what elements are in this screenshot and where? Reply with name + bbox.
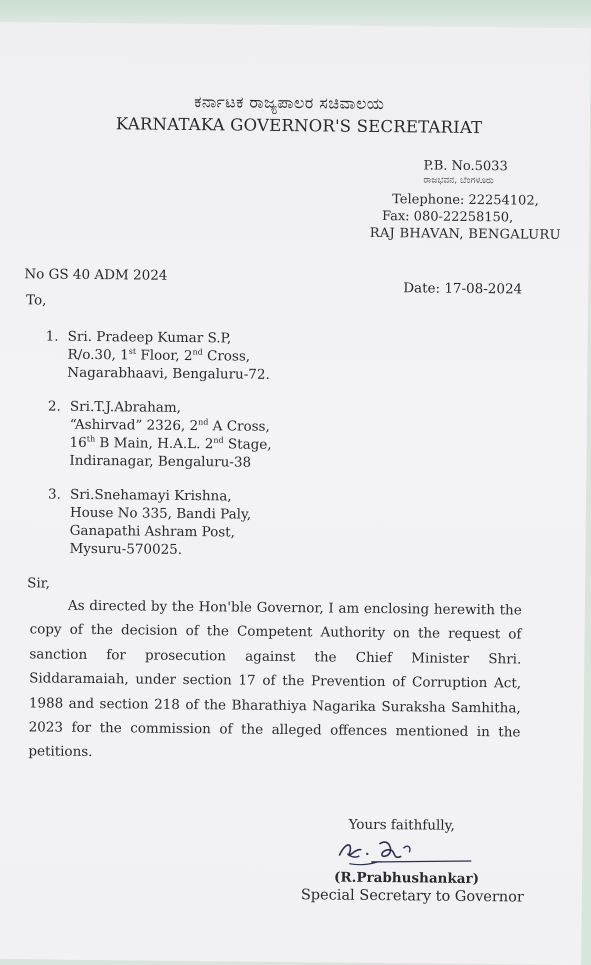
body-word: by bbox=[150, 598, 168, 615]
body-word: Minister bbox=[411, 650, 470, 667]
body-word: herewith bbox=[433, 601, 496, 619]
body-word: on bbox=[393, 625, 410, 642]
body-word: Chief bbox=[355, 649, 393, 666]
body-word: request bbox=[448, 626, 501, 643]
body-word: the bbox=[90, 622, 114, 639]
recipient-2 bbox=[47, 398, 272, 472]
body-word: of bbox=[262, 673, 276, 690]
body-word: Competent bbox=[236, 623, 313, 641]
body-word: Governor, bbox=[256, 599, 324, 617]
body-word: of bbox=[219, 721, 233, 738]
body-word: As bbox=[67, 597, 85, 614]
body-word: 218 bbox=[154, 696, 180, 713]
kannada-title: ಕರ್ನಾಟಕ ರಾಜ್ಯಪಾಲರ ಸಚಿವಾಲಯ bbox=[194, 92, 385, 114]
recipient-1 bbox=[45, 328, 270, 384]
body-word: Hon'ble bbox=[198, 599, 253, 616]
telephone: Telephone: 22254102, bbox=[392, 192, 539, 209]
body-word: am bbox=[338, 600, 360, 617]
pb-kannada: ರಾಜಭವನ, ಬೆಂಗಳೂರು bbox=[423, 175, 494, 187]
body-word: alleged bbox=[271, 721, 322, 739]
recipient-line: Ganapathi Ashram Post, bbox=[69, 522, 236, 541]
body-word: of bbox=[392, 674, 406, 691]
recipient-line: “Ashirvad” 2326, 2nd A Cross, bbox=[69, 416, 270, 435]
closing: Yours faithfully, bbox=[348, 816, 455, 834]
recipient-number: 2. bbox=[47, 398, 61, 415]
fax: Fax: 080-22258150, bbox=[381, 209, 514, 226]
body-word: Corruption bbox=[411, 674, 488, 692]
body-word: mentioned bbox=[395, 723, 469, 740]
body-line bbox=[28, 715, 520, 745]
body-word: Bharathiya bbox=[231, 697, 307, 714]
letter-page bbox=[0, 22, 591, 965]
body-word: Samhitha, bbox=[451, 699, 521, 717]
body-word: and bbox=[68, 695, 95, 712]
body-word: enclosing bbox=[363, 600, 430, 618]
signatory-name: (R.Prabhushankar) bbox=[333, 869, 480, 888]
body-word: commission bbox=[130, 720, 211, 738]
body-word: the bbox=[314, 649, 337, 666]
body-word: the bbox=[171, 598, 195, 616]
body-word: Prevention bbox=[310, 673, 386, 691]
body-word: against bbox=[245, 648, 296, 665]
recipient-line: Mysuru-570025. bbox=[69, 540, 183, 558]
recipient-line: Indiranagar, Bengaluru-38 bbox=[69, 452, 252, 471]
pb-number: P.B. No.5033 bbox=[423, 158, 508, 175]
recipient-line: Sri.T.J.Abraham, bbox=[69, 398, 182, 416]
body-word: of bbox=[508, 626, 522, 643]
letterhead-title: KARNATAKA GOVERNOR'S SECRETARIAT bbox=[115, 114, 483, 138]
body-word: of bbox=[69, 622, 83, 639]
body-word: 17 bbox=[238, 672, 256, 689]
body-word: section bbox=[182, 672, 232, 689]
body-word: copy bbox=[29, 621, 62, 639]
recipient-line: Sri. Pradeep Kumar S.P, bbox=[67, 328, 232, 347]
body-word: for bbox=[106, 646, 126, 664]
body-word: 2023 bbox=[28, 719, 64, 736]
body-word: I bbox=[328, 600, 334, 617]
recipient-line: Sri.Snehamayi Krishna, bbox=[69, 486, 232, 505]
body-word: Nagarika bbox=[312, 697, 376, 715]
body-word: the bbox=[498, 724, 521, 741]
recipient-number: 3. bbox=[47, 486, 62, 503]
recipient-3 bbox=[47, 486, 252, 560]
body-word: for bbox=[71, 719, 92, 737]
body-word: directed bbox=[89, 597, 147, 615]
body-word: offences bbox=[330, 722, 388, 740]
body-word: Siddaramaiah, bbox=[29, 670, 129, 688]
body-word: the bbox=[240, 721, 264, 738]
body-word: the bbox=[417, 625, 441, 643]
body-word: the bbox=[499, 602, 522, 619]
body-word: section bbox=[99, 695, 149, 713]
body-word: in bbox=[476, 724, 490, 741]
body-word: Shri. bbox=[488, 650, 522, 668]
body-word: the bbox=[206, 623, 230, 640]
recipient-line: House No 335, Bandi Paly, bbox=[69, 504, 252, 523]
recipient-number: 1. bbox=[45, 328, 59, 345]
reference-number: No GS 40 ADM 2024 bbox=[24, 266, 168, 284]
letter-body bbox=[28, 593, 522, 769]
signature-icon bbox=[331, 834, 481, 870]
body-word: of bbox=[185, 623, 199, 640]
body-word: of bbox=[185, 696, 199, 713]
body-word: Authority bbox=[320, 624, 386, 642]
body-word: 1988 bbox=[28, 694, 64, 712]
handwritten-signature bbox=[331, 834, 481, 870]
body-word: the bbox=[282, 673, 305, 690]
to-label: To, bbox=[26, 292, 47, 309]
office-address: RAJ BHAVAN, BENGALURU bbox=[369, 225, 561, 243]
body-word: under bbox=[135, 671, 177, 689]
body-line: petitions. bbox=[28, 743, 93, 761]
body-word: prosecution bbox=[144, 647, 227, 665]
letter-date: Date: 17-08-2024 bbox=[403, 280, 523, 298]
body-word: decision bbox=[120, 622, 178, 640]
body-word: the bbox=[203, 696, 227, 714]
body-word: Act, bbox=[493, 675, 522, 692]
body-word: the bbox=[99, 720, 122, 737]
salutation: Sir, bbox=[27, 575, 51, 592]
recipient-line: R/o.30, 1st Floor, 2nd Cross, bbox=[67, 346, 251, 365]
signatory-designation: Special Secretary to Governor bbox=[300, 887, 524, 906]
body-word: Suraksha bbox=[381, 698, 446, 716]
recipient-line: 16th B Main, H.A.L. 2nd Stage, bbox=[69, 434, 272, 453]
body-line bbox=[30, 618, 522, 648]
body-word: sanction bbox=[29, 646, 88, 663]
recipient-line: Nagarabhaavi, Bengaluru-72. bbox=[67, 364, 270, 383]
